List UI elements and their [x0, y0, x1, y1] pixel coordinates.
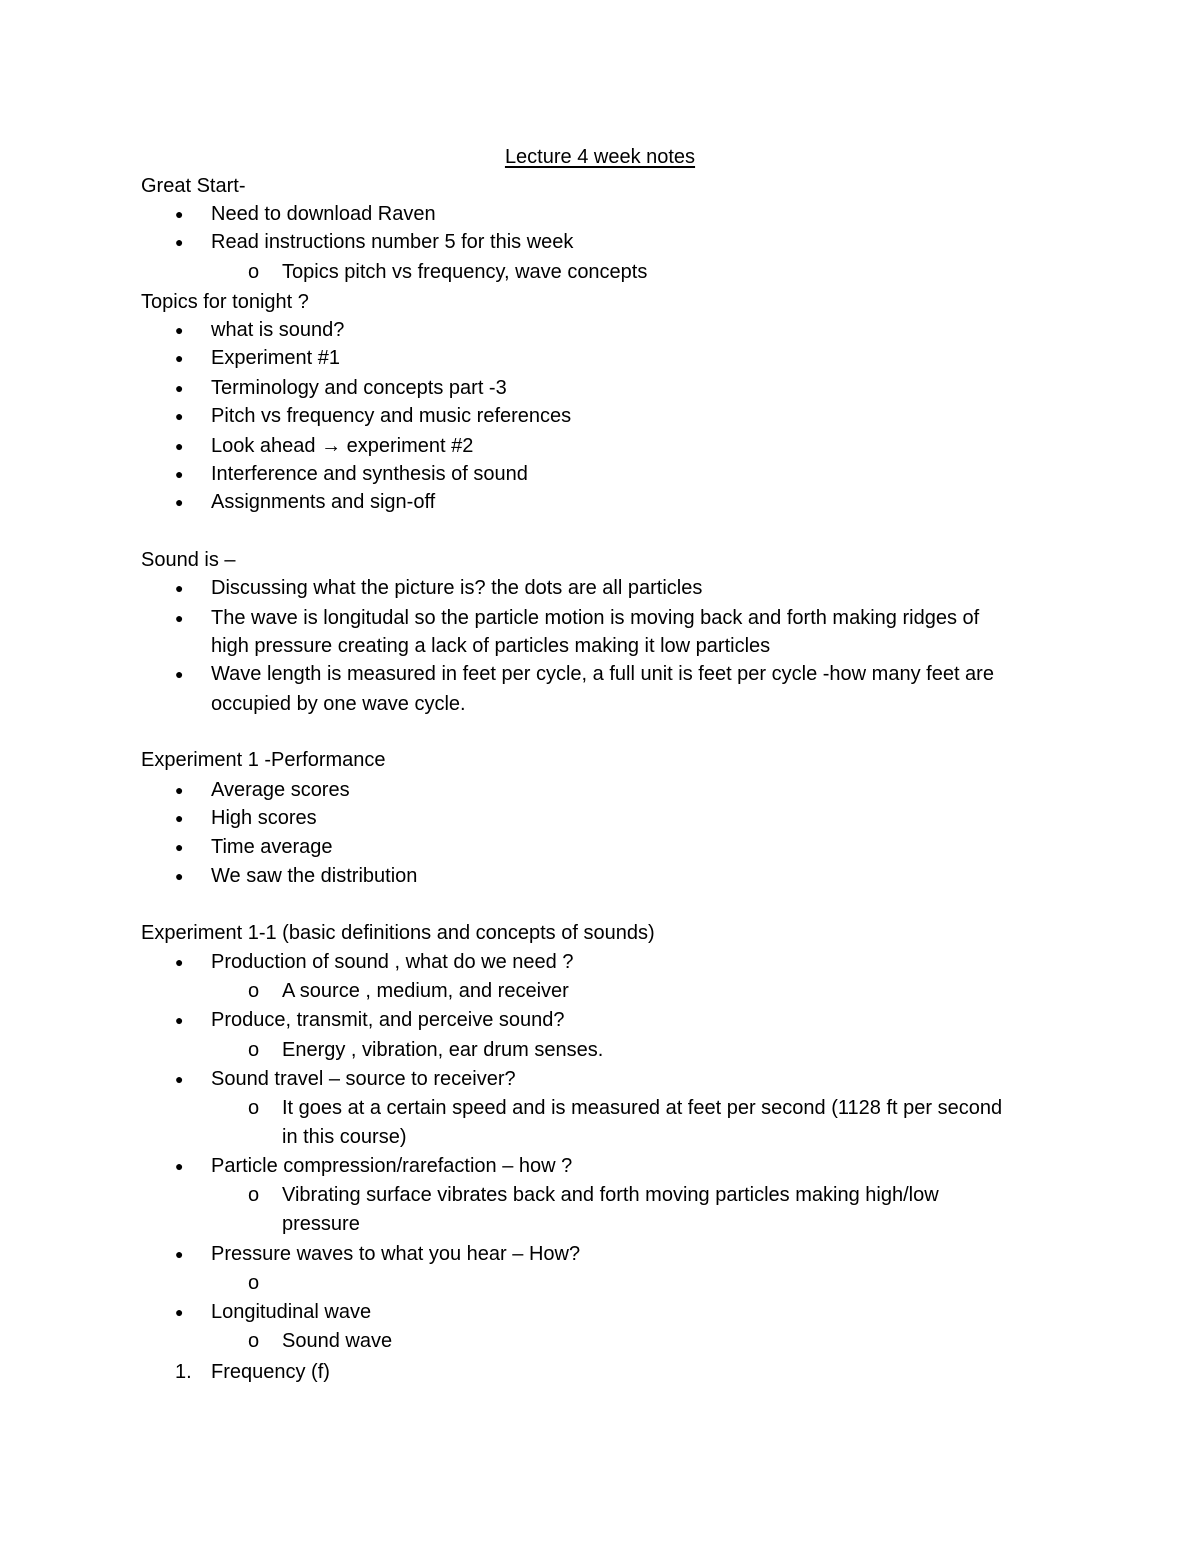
list-item-continuation: occupied by one wave cycle.	[211, 693, 466, 715]
list-item: Wave length is measured in feet per cycle, a full unit is feet per cycle -how many feet are	[211, 663, 994, 685]
bullet-icon: ●	[175, 408, 184, 424]
sub-list-item: It goes at a certain speed and is measured at feet per second (1128 ft per second	[282, 1097, 1003, 1119]
list-item: what is sound?	[211, 319, 345, 341]
sub-list-item: Sound wave	[282, 1330, 393, 1352]
bullet-icon: ●	[175, 206, 184, 222]
sub-list-item: Topics pitch vs frequency, wave concepts	[282, 261, 648, 283]
list-item: Pitch vs frequency and music references	[211, 405, 572, 427]
bullet-icon: ●	[175, 868, 184, 884]
list-item: Longitudinal wave	[211, 1301, 372, 1323]
bullet-icon: ●	[175, 610, 184, 626]
bullet-icon: ●	[175, 580, 184, 596]
bullet-icon: ●	[175, 322, 184, 338]
bullet-icon: ●	[175, 234, 184, 250]
list-item: Production of sound , what do we need ?	[211, 951, 574, 973]
list-item: Produce, transmit, and perceive sound?	[211, 1009, 565, 1031]
section-heading-experiment-1: Experiment 1 -Performance	[141, 749, 386, 771]
bullet-icon: ●	[175, 1304, 184, 1320]
sub-bullet-icon: o	[248, 1184, 260, 1206]
section-heading-great-start: Great Start-	[141, 175, 246, 197]
list-item: Average scores	[211, 779, 350, 801]
list-item: Experiment #1	[211, 347, 340, 369]
section-heading-experiment-1-1: Experiment 1-1 (basic definitions and concepts of sounds)	[141, 922, 655, 944]
list-item: Sound travel – source to receiver?	[211, 1068, 516, 1090]
sub-bullet-icon: o	[248, 1330, 260, 1352]
bullet-icon: ●	[175, 350, 184, 366]
list-item: Interference and synthesis of sound	[211, 463, 528, 485]
sub-list-item: Vibrating surface vibrates back and forth moving particles making high/low	[282, 1184, 939, 1206]
bullet-icon: ●	[175, 810, 184, 826]
page-title: Lecture 4 week notes	[504, 146, 696, 168]
list-item: Discussing what the picture is? the dots are all particles	[211, 577, 703, 599]
sub-list-item-continuation: pressure	[282, 1213, 360, 1235]
bullet-icon: ●	[175, 954, 184, 970]
list-item-continuation: high pressure creating a lack of particles making it low particles	[211, 635, 771, 657]
bullet-icon: ●	[175, 380, 184, 396]
bullet-icon: ●	[175, 666, 184, 682]
sub-list-item: Energy , vibration, ear drum senses.	[282, 1039, 604, 1061]
list-item: Pressure waves to what you hear – How?	[211, 1243, 581, 1265]
section-heading-sound-is: Sound is –	[141, 549, 236, 571]
list-item: The wave is longitudal so the particle motion is moving back and forth making ridges of	[211, 607, 980, 629]
list-item: Look ahead → experiment #2	[211, 435, 474, 457]
section-heading-topics: Topics for tonight ?	[141, 291, 309, 313]
sub-bullet-icon: o	[248, 980, 260, 1002]
sub-bullet-icon: o	[248, 1272, 260, 1294]
list-item: Terminology and concepts part -3	[211, 377, 507, 399]
bullet-icon: ●	[175, 494, 184, 510]
bullet-icon: ●	[175, 466, 184, 482]
list-item: Assignments and sign-off	[211, 491, 436, 513]
list-item: Particle compression/rarefaction – how ?	[211, 1155, 573, 1177]
sub-bullet-icon: o	[248, 1039, 260, 1061]
bullet-icon: ●	[175, 839, 184, 855]
bullet-icon: ●	[175, 1158, 184, 1174]
bullet-icon: ●	[175, 438, 184, 454]
list-item: High scores	[211, 807, 317, 829]
numbered-list-item: Frequency (f)	[211, 1361, 330, 1383]
sub-bullet-icon: o	[248, 261, 260, 283]
list-item: Read instructions number 5 for this week	[211, 231, 574, 253]
bullet-icon: ●	[175, 1246, 184, 1262]
list-item: We saw the distribution	[211, 865, 418, 887]
list-number: 1.	[175, 1361, 192, 1383]
sub-bullet-icon: o	[248, 1097, 260, 1119]
bullet-icon: ●	[175, 1071, 184, 1087]
list-item: Need to download Raven	[211, 203, 436, 225]
bullet-icon: ●	[175, 782, 184, 798]
sub-list-item: A source , medium, and receiver	[282, 980, 569, 1002]
bullet-icon: ●	[175, 1012, 184, 1028]
sub-list-item-continuation: in this course)	[282, 1126, 407, 1148]
list-item: Time average	[211, 836, 333, 858]
